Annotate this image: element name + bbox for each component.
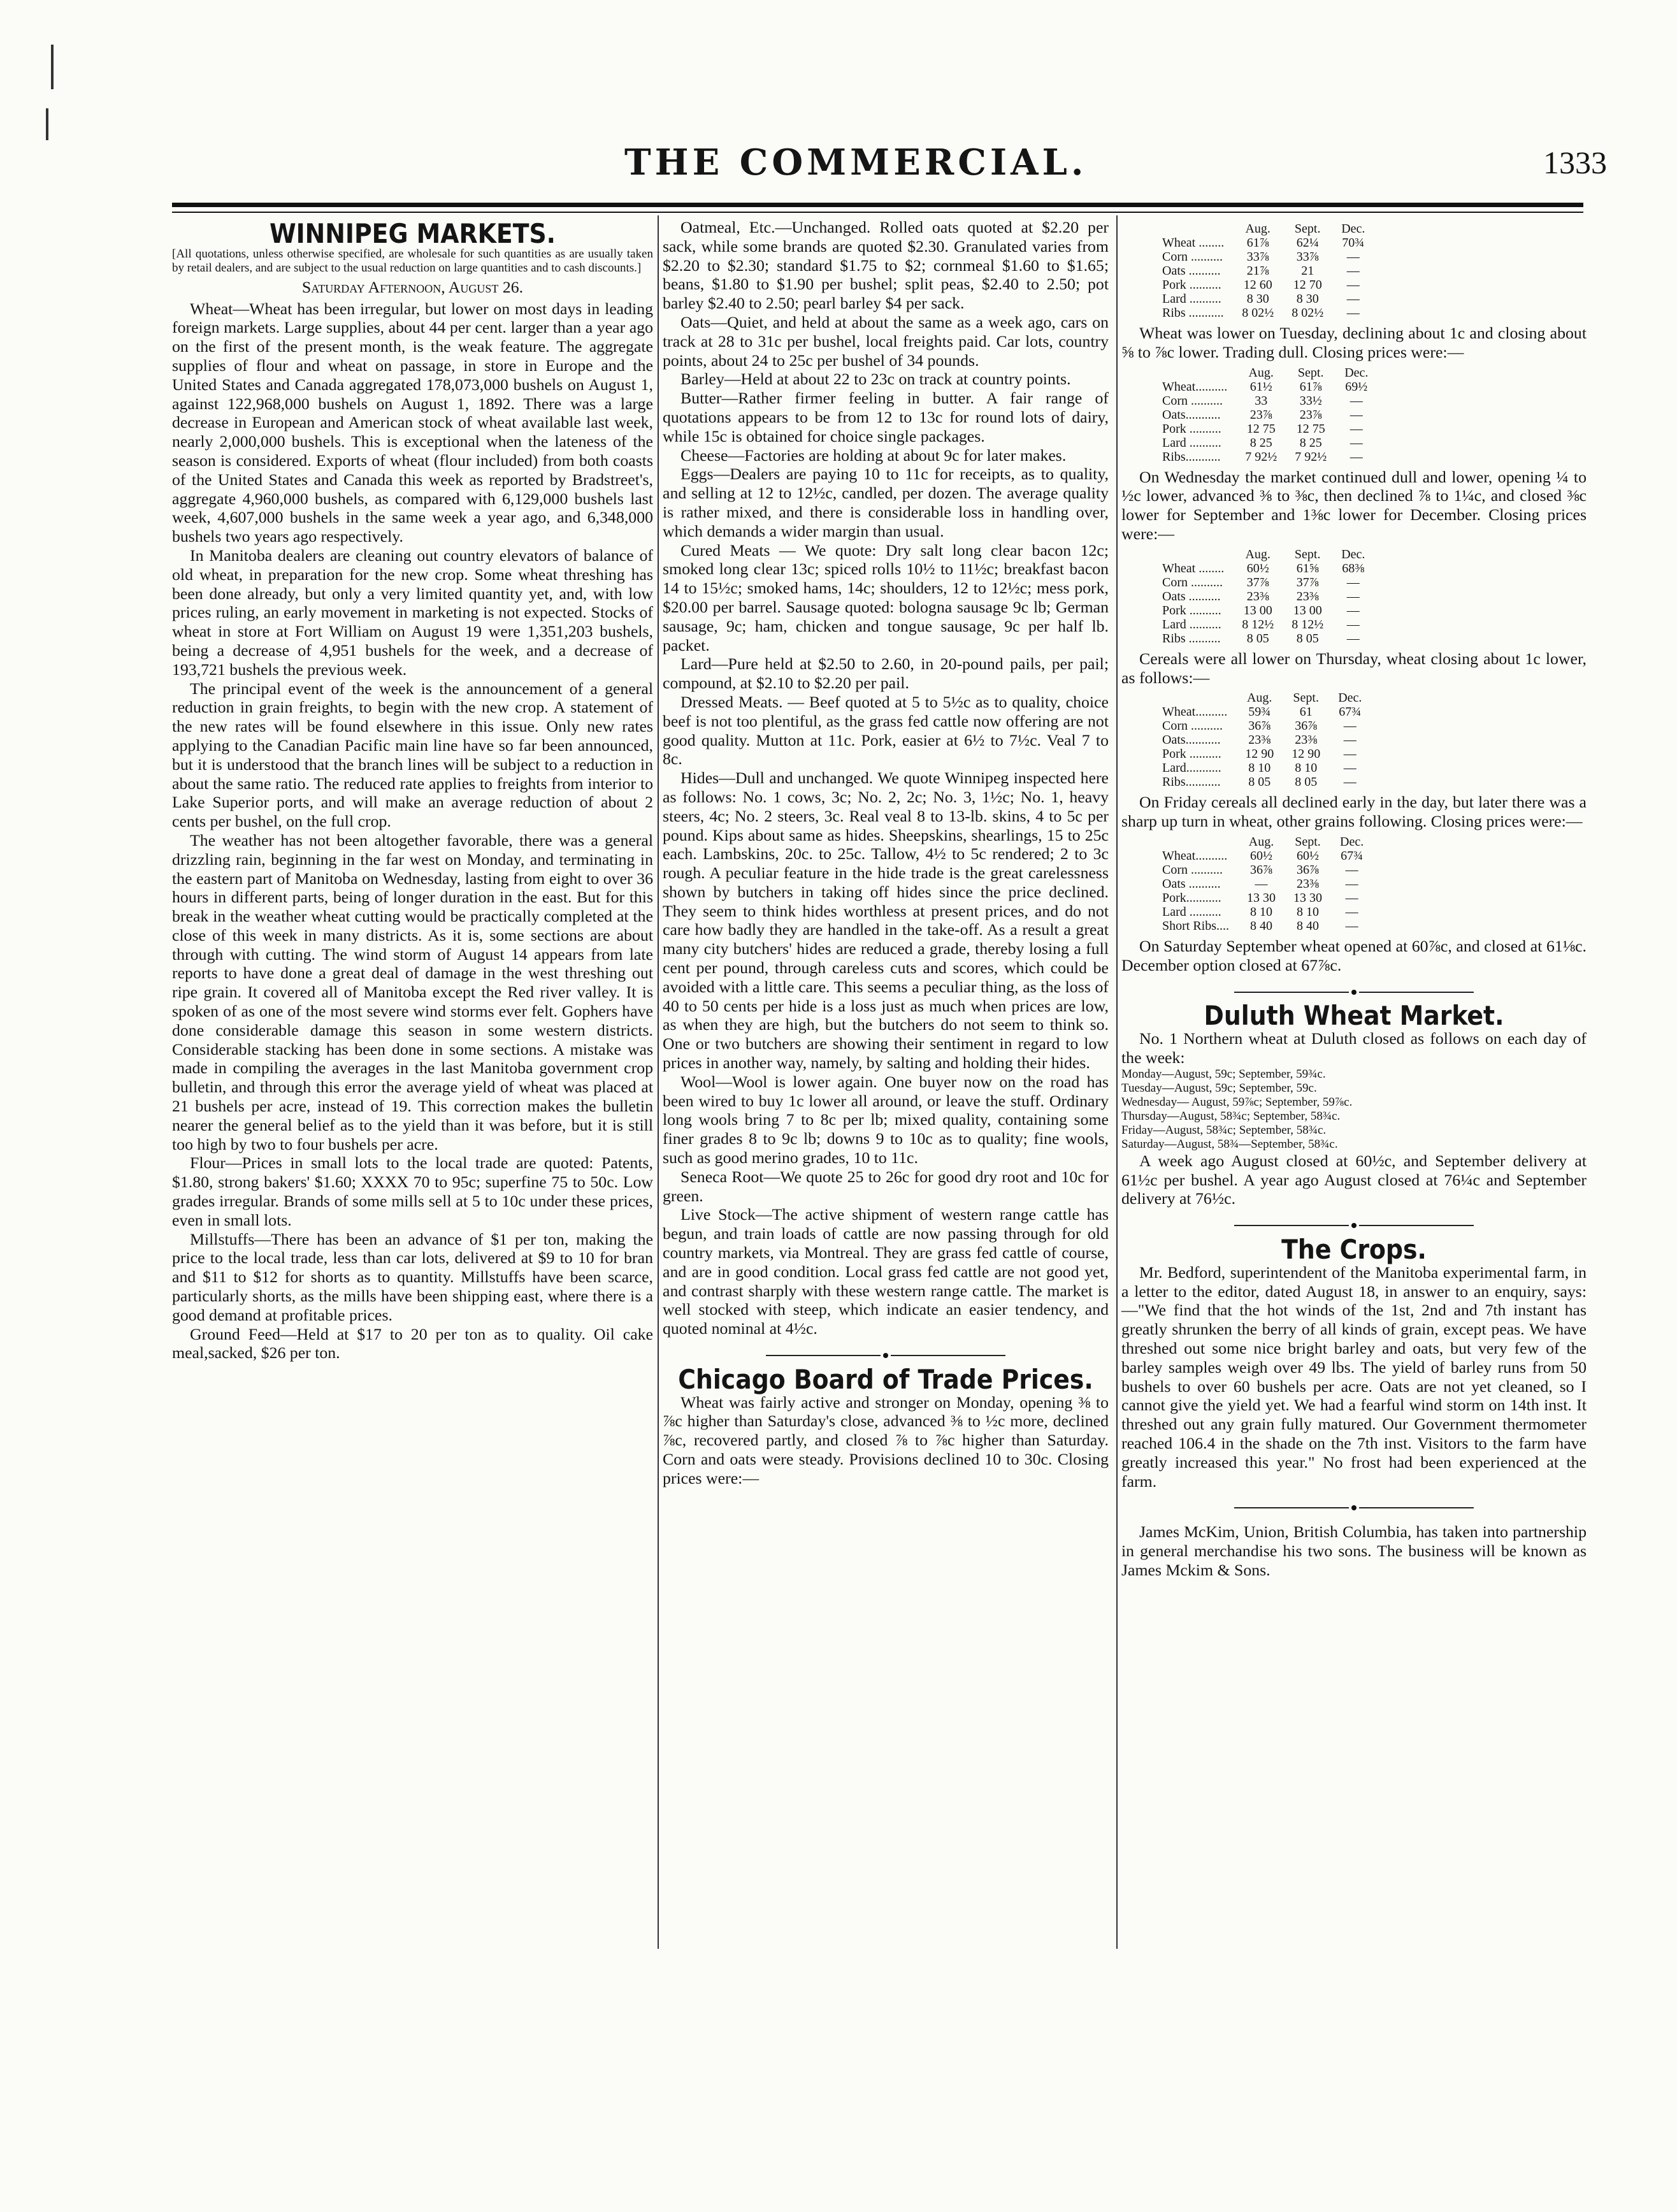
price-table-wednesday [1153, 547, 1374, 646]
commodity-cell: Pork .......... [1162, 278, 1221, 292]
price-cell: 12 75 [1246, 421, 1276, 436]
dateline: Saturday Afternoon, August 26. [301, 277, 524, 296]
price-cell: 8 05 [1295, 775, 1318, 790]
commodity-cell: Oats........... [1162, 733, 1221, 748]
flour-paragraph: Flour—Prices in small lots to the local trade are quoted: Patents, $1.80, strong bakers' $1.60; XXXX 70 to 95c; superfine 75 to 50c. Low grades irregular. Brands of some mills sell at 5 to 10c under these prices, even in small lots. [172, 1153, 653, 1229]
price-cell: 61⅞ [1299, 379, 1322, 394]
price-cell: 68⅜ [1342, 561, 1365, 575]
price-cell: — [1346, 264, 1360, 278]
eggs-paragraph: Eggs—Dealers are paying 10 to 11c for receipts, as to quality, and selling at 12 to 12½c, candled, per dozen. The average quality is rather mixed, and there is considerable loss in handling over, which demands a wider margin than usual. [663, 465, 1109, 540]
table-row [1153, 589, 1374, 604]
quotations-note: [All quotations, unless otherwise specified, are wholesale for such quantities as are usually taken by retail dealers, and are subject to the usual reduction on large quantities and to cash discounts.] [172, 247, 653, 275]
commodity-cell: Oats........... [1162, 407, 1221, 422]
price-table-friday [1153, 835, 1372, 933]
wheat-paragraph: Wheat—Wheat has been irregular, but lower on most days in leading foreign markets. Large supplies, about 44 per cent. larger than a year ago on the first of the present month, is the weak feature. The aggregate supplies of flour and wheat on passage, in store in Europe and the United States and Canada aggregated 178,073,000 bushels on August 1, against 122,968,000 bushels on August 1, 1892. There was a large decrease in European and American stock of wheat available last week, nearly 2,000,000 bushels. This is exceptional when the lateness of the season is considered. Exports of wheat (flour included) from both coasts of the United States and Canada this week as reported by Bradstreet's, aggregate 4,960,000 bushels, as compared with 6,129,000 bushels last week, 4,607,000 bushels in the same week a year ago, and 6,348,000 bushels two years ago respectively. [172, 299, 653, 546]
weather-paragraph: The weather has not been altogether favorable, there was a general drizzling rain, beginning in the far west on Monday, and terminating in the eastern part of Manitoba on Wednesday, lasting from eight to over 36 hours in different parts, being of longer duration in the east. But for this break in the weather wheat cutting would be practically completed at the close of this week in many districts. As it is, some sections are about through with cutting. The wind storm of August 14 appears from late reports to have done a great deal of damage in the west threshing out ripe grain. It covered all of Manitoba except the Red river valley. It is spoken of as one of the most severe wind storms ever felt. Gophers have done considerable damage this season in some western districts. Considerable stacking has been done in some sections. A mistake was made in compiling the averages in the last Manitoba government crop bulletin, and through this error the average yield of wheat was placed at 21 bushels per acre, instead of 19. This correction makes the bulletin nearer the general belief as to the yield than it was before, but it is still too high by two to four bushels per acre. [172, 830, 653, 1153]
price-cell: 70¾ [1342, 236, 1365, 250]
friday-paragraph: On Friday cereals all declined early in the day, but later there was a sharp up turn in wheat, other grains following. Closing prices were:— [1121, 793, 1587, 831]
table-header-row [1153, 547, 1374, 561]
publication-title: THE COMMERCIAL. [624, 141, 1088, 184]
header-rule [172, 203, 1583, 207]
header-rule-thin [172, 212, 1583, 213]
column-middle [663, 218, 1109, 1488]
commodity-cell: Wheat ........ [1162, 561, 1225, 575]
price-cell: — [1346, 631, 1360, 646]
commodity-cell: Wheat ........ [1162, 236, 1225, 250]
commodity-cell: Ribs........... [1162, 449, 1221, 464]
price-cell: 37⅞ [1246, 575, 1269, 589]
seneca-root-paragraph: Seneca Root—We quote 25 to 26c for good dry root and 10c for green. [663, 1167, 1109, 1205]
section-separator [1121, 1497, 1587, 1516]
price-cell: 8 25 [1249, 435, 1272, 450]
price-cell: — [1350, 393, 1363, 408]
price-cell: 21 [1301, 264, 1314, 278]
list-item: Friday—August, 58¾c; September, 58¾c. [1121, 1123, 1327, 1137]
table-row [1153, 719, 1371, 733]
column-divider [1116, 215, 1118, 1949]
table-row [1153, 747, 1371, 761]
column-header [1153, 835, 1238, 849]
price-cell: 8 12½ [1292, 617, 1324, 632]
column-divider [658, 215, 659, 1949]
table-row [1153, 775, 1371, 789]
list-item: Tuesday—August, 59c; September, 59c. [1121, 1081, 1317, 1095]
price-cell: 12 75 [1296, 421, 1325, 436]
column-header: Sept. [1294, 547, 1321, 561]
commodity-cell: Lard .......... [1162, 617, 1221, 632]
column-header: Dec. [1340, 834, 1364, 849]
price-table-tuesday [1153, 366, 1377, 464]
price-cell: — [1346, 575, 1360, 589]
table-row [1153, 292, 1374, 306]
price-cell: 67¾ [1341, 848, 1364, 863]
price-cell: — [1345, 918, 1358, 933]
price-cell: 23⅜ [1296, 589, 1319, 604]
column-header: Dec. [1344, 365, 1369, 380]
table-row [1153, 705, 1371, 719]
price-cell: 8 10 [1295, 761, 1318, 776]
price-cell: — [1345, 862, 1358, 877]
price-cell: — [1343, 719, 1357, 734]
commodity-cell: Corn .......... [1162, 575, 1223, 589]
duluth-summary: A week ago August closed at 60½c, and September delivery at 61½c per bushel. A year ago August closed at 76¼c and September delivery at 76½c. [1121, 1151, 1587, 1208]
commodity-cell: Ribs........... [1162, 775, 1221, 790]
table-row [1153, 733, 1371, 747]
commodity-cell: Lard........... [1162, 761, 1221, 776]
price-cell: 8 02½ [1292, 306, 1324, 320]
price-cell: 37⅞ [1296, 575, 1319, 589]
commodity-cell: Corn .......... [1162, 719, 1223, 734]
ground-feed-paragraph: Ground Feed—Held at $17 to 20 per ton as to quality. Oil cake meal,sacked, $26 per ton. [172, 1324, 653, 1363]
price-cell: 69½ [1345, 379, 1368, 394]
price-cell: 61⅞ [1246, 236, 1269, 250]
table-row [1153, 408, 1377, 422]
price-cell: 60½ [1250, 848, 1273, 863]
column-left [172, 218, 653, 1363]
price-cell: 36⅞ [1250, 862, 1273, 877]
mckim-notice: James McKim, Union, British Columbia, has taken into partnership in general merchandise his two sons. The business will be known as James Mckim & Sons. [1121, 1522, 1587, 1579]
table-header-row [1153, 366, 1377, 380]
table-row [1153, 632, 1374, 646]
table-header-row [1153, 222, 1374, 236]
price-table-thursday [1153, 691, 1371, 789]
price-cell: 8 02½ [1242, 306, 1274, 320]
table-header-row [1153, 691, 1371, 705]
dressed-meats-paragraph: Dressed Meats. — Beef quoted at 5 to 5½c as to quality, choice beef is not too plentiful, as the grass fed cattle now offering are not good quality. Mutton at 11c. Pork, easier at 6½ to 7½c. Veal 7 to 8c. [663, 692, 1109, 769]
manitoba-paragraph: In Manitoba dealers are cleaning out country elevators of balance of old wheat, in preparation for the new crop. Some wheat threshing has been done already, but only a very limited quantity yet, and, with low prices ruling, an early movement in marketing is not expected. Stocks of wheat in store at Fort William on August 19 were 1,351,203 bushels, being a decrease of 4,951 bushels for the week, and a decrease of 193,721 bushels the previous week. [172, 546, 653, 679]
list-item: Thursday—August, 58¾c; September, 58¾c. [1121, 1109, 1341, 1123]
table-row [1153, 264, 1374, 278]
chicago-intro: Wheat was fairly active and stronger on Monday, opening ⅜ to ⅞c higher than Saturday's close, advanced ⅜ to ½c more, declined ⅞c, recovered partly, and closed ⅞ to ⅞c higher than Saturday. Corn and oats were steady. Provisions declined 10 to 30c. Closing prices were:— [663, 1392, 1109, 1487]
commodity-cell: Corn .......... [1162, 250, 1223, 264]
price-cell: 23⅞ [1249, 407, 1272, 422]
price-cell: 12 70 [1293, 278, 1322, 292]
price-cell: — [1343, 761, 1357, 776]
column-header: Aug. [1248, 365, 1274, 380]
table-row [1153, 278, 1374, 292]
price-cell: 13 30 [1247, 890, 1276, 905]
price-cell: 7 92½ [1295, 449, 1327, 464]
price-cell: — [1343, 733, 1357, 748]
price-cell: — [1345, 876, 1358, 891]
commodity-cell: Ribs .......... [1162, 631, 1221, 646]
price-cell: 36⅞ [1248, 719, 1271, 734]
table-row [1153, 575, 1374, 589]
price-cell: 12 60 [1243, 278, 1272, 292]
price-cell: — [1343, 747, 1357, 762]
price-cell: 13 30 [1293, 890, 1323, 905]
oats-paragraph: Oats—Quiet, and held at about the same as a week ago, cars on track at 28 to 31c per bushel, local freights paid. Car lots, country points, about 24 to 25c per bushel of 34 pounds. [663, 312, 1109, 370]
price-cell: 60½ [1246, 561, 1269, 575]
commodity-cell: Pork .......... [1162, 421, 1221, 436]
column-header: Aug. [1246, 691, 1272, 705]
price-cell: 8 05 [1248, 775, 1271, 790]
commodity-cell: Wheat.......... [1162, 705, 1228, 719]
page-number: 1333 [1543, 145, 1607, 180]
price-cell: 61 [1299, 705, 1313, 719]
price-cell: 23⅜ [1248, 733, 1271, 748]
crops-heading: The Crops. [1281, 1233, 1427, 1265]
price-cell: 60½ [1297, 848, 1320, 863]
lard-paragraph: Lard—Pure held at $2.50 to 2.60, in 20-pound pails, per pail; compound, at $2.10 to $2.20 per pail. [663, 654, 1109, 693]
commodity-cell: Oats .......... [1162, 264, 1221, 278]
commodity-cell: Corn .......... [1162, 862, 1223, 877]
column-header [1153, 366, 1236, 380]
price-cell: — [1346, 278, 1360, 292]
crops-paragraph: Mr. Bedford, superintendent of the Manitoba experimental farm, in a letter to the editor, dated August 18, in answer to an enquiry, says:—"We find that the hot winds of the 1st, 2nd and 7th instant has greatly shrunken the berry of all kinds of grain, except peas. We have threshed out some nice bright barley and oats, but very few of the barley samples weigh over 49 lbs. The yield of barley runs from 50 bushels to over 60 bushels per acre. Oats are not yet cleaned, so I cannot give the yield yet. We had a fearful wind storm on 14th inst. It threshed out any grain fully matured. Our Government thermometer reached 106.4 in the shade on the 7th inst. Visitors to the farm have greatly increased this year." No frost had been experienced at the farm. [1121, 1262, 1587, 1491]
price-cell: 21⅞ [1246, 264, 1269, 278]
thursday-paragraph: Cereals were all lower on Thursday, wheat closing about 1c lower, as follows:— [1121, 649, 1587, 687]
table-row [1153, 380, 1377, 394]
table-row [1153, 306, 1374, 320]
column-header: Sept. [1294, 222, 1321, 236]
commodity-cell: Corn .......... [1162, 393, 1223, 408]
section-separator [1121, 981, 1587, 1001]
duluth-days [1121, 1067, 1587, 1152]
table-row [1153, 422, 1377, 436]
duluth-intro: No. 1 Northern wheat at Duluth closed as follows on each day of the week: [1121, 1029, 1587, 1067]
table-row [1153, 436, 1377, 450]
oatmeal-paragraph: Oatmeal, Etc.—Unchanged. Rolled oats quoted at $2.20 per sack, while some brands are quoted $2.30. Granulated varies from $2.20 to $2.30; standard $1.75 to $2; cornmeal $1.60 to $1.65; beans, $1.80 to $1.90 per bushel; split peas, $2.40 to 2.50; pot barley $2.40 to 2.50; pearl barley $4 per sack. [663, 218, 1109, 313]
winnipeg-markets-heading: WINNIPEG MARKETS. [269, 218, 556, 249]
table-row [1153, 919, 1372, 933]
table-row [1153, 604, 1374, 618]
column-header: Aug. [1245, 547, 1270, 561]
table-row [1153, 849, 1372, 863]
price-cell: — [1350, 407, 1363, 422]
price-cell: — [1346, 306, 1360, 320]
price-cell: 62¼ [1296, 236, 1319, 250]
barley-paragraph: Barley—Held at about 22 to 23c on track at country points. [680, 370, 1071, 389]
price-cell: 8 10 [1297, 904, 1320, 919]
tuesday-paragraph: Wheat was lower on Tuesday, declining about 1c and closing about ⅝ to ⅞c lower. Trading dull. Closing prices were:— [1121, 324, 1587, 361]
commodity-cell: Wheat.......... [1162, 848, 1228, 863]
commodity-cell: Oats .......... [1162, 589, 1221, 604]
price-cell: 13 00 [1293, 603, 1322, 618]
table-row [1153, 394, 1377, 408]
price-cell: 8 40 [1297, 918, 1320, 933]
millstuffs-paragraph: Millstuffs—There has been an advance of $1 per ton, making the price to the local trade, less than car lots, delivered at $9 to 10 for bran and $11 to $12 for shorts as to quantity. Millstuffs have been scarce, particularly shorts, as the mills have been shipping east, where there is a good demand at profitable prices. [172, 1229, 653, 1324]
price-cell: — [1345, 890, 1358, 905]
list-item: Saturday—August, 58¾—September, 58¾c. [1121, 1137, 1338, 1151]
table-row [1153, 450, 1377, 464]
table-header-row [1153, 835, 1372, 849]
price-cell: 33⅞ [1246, 250, 1269, 264]
price-cell: — [1346, 617, 1360, 632]
price-cell: 23⅜ [1246, 589, 1269, 604]
column-right [1121, 218, 1587, 1579]
cheese-paragraph: Cheese—Factories are holding at about 9c for later makes. [680, 445, 1067, 465]
table-row [1153, 905, 1372, 919]
price-cell: 8 25 [1299, 435, 1322, 450]
column-header: Sept. [1295, 834, 1321, 849]
butter-paragraph: Butter—Rather firmer feeling in butter. A fair range of quotations appears to be from 12 to 13c for round lots of dairy, while 15c is obtained for choice single packages. [663, 389, 1109, 445]
price-cell: 61½ [1249, 379, 1272, 394]
table-row [1153, 618, 1374, 632]
column-header: Sept. [1293, 691, 1319, 705]
price-cell: — [1346, 603, 1360, 618]
commodity-cell: Pork........... [1162, 890, 1221, 905]
price-cell: 12 90 [1292, 747, 1321, 762]
column-header: Sept. [1297, 365, 1324, 380]
saturday-paragraph: On Saturday September wheat opened at 60⅞c, and closed at 61⅛c. December option closed at 67⅞c. [1121, 936, 1587, 974]
price-cell: — [1346, 292, 1360, 306]
price-cell: — [1350, 421, 1363, 436]
price-cell: — [1343, 775, 1357, 790]
table-row [1153, 891, 1372, 905]
price-cell: 33½ [1299, 393, 1322, 408]
price-cell: 8 30 [1296, 292, 1319, 306]
commodity-cell: Ribs ........... [1162, 306, 1224, 320]
cured-meats-paragraph: Cured Meats — We quote: Dry salt long clear bacon 12c; smoked long clear 13c; spiced rolls 10½ to 11½c; breakfast bacon 14 to 15½c; smoked hams, 14c; shoulders, 12 to 12½c; mess pork, $20.00 per barrel. Sausage quoted: bologna sausage 9c lb; German sausage, 9c; ham, chicken and tongue sausage, 9c per half lb. packet. [663, 540, 1109, 654]
hides-paragraph: Hides—Dull and unchanged. We quote Winnipeg inspected here as follows: No. 1 cows, 3c; No. 2, 2c; No. 3, 1½c; No. 1, heavy steers, 4c; No. 2 steers, 3c. Real veal 8 to 13-lb. skins, 4 to 5c per pound. Kips about same as hides. Sheepskins, shearlings, 15 to 25c each. Lambskins, 20c. to 25c. Tallow, 4½ to 5c rendered; 2 to 3c rough. A peculiar feature in the hide trade is the great carelessness shown by butchers in taking off hides since the price declined. They seem to think hides worthless at present prices, and do not care how badly they are handled in the take-off. As a result a great many city butchers' hides are reduced a grade, thereby losing a full cent per pound, through careless cuts and scores, which could be avoided with a little care. This seems a peculiar thing, as the loss of 40 to 50 cents per hide is a loss just as much when prices are low, as when they are high, but the butchers do not seem to think so. One or two butchers are showing their sentiment in regard to low prices in another way, namely, by salting and holding their hides. [663, 769, 1109, 1073]
table-row [1153, 250, 1374, 264]
price-cell: 67¾ [1339, 705, 1362, 719]
wednesday-paragraph: On Wednesday the market continued dull and lower, opening ¼ to ½c lower, advanced ⅜ to ⅜c, then declined ⅞ to 1¼c, and closed ⅜c lower for September and 1⅜c lower for December. Closing prices were:— [1121, 467, 1587, 543]
price-cell: 8 05 [1246, 631, 1269, 646]
column-header: Aug. [1245, 222, 1270, 236]
wool-paragraph: Wool—Wool is lower again. One buyer now on the road has been wired to buy 1c lower all around, or leave the stuff. Ordinary long wools bring 7 to 8c per lb; mixed quality, containing some finer grades 8 to 9c lb; downs 9 to 10c as to quality; fine wools, such as good merino grades, 10 to 11c. [663, 1072, 1109, 1167]
column-header: Dec. [1341, 547, 1365, 561]
commodity-cell: Short Ribs.... [1162, 918, 1230, 933]
commodity-cell: Wheat.......... [1162, 379, 1228, 394]
price-cell: — [1350, 449, 1363, 464]
price-cell: 8 40 [1250, 918, 1273, 933]
price-cell: 36⅞ [1295, 719, 1318, 734]
duluth-heading: Duluth Wheat Market. [1204, 1000, 1504, 1032]
price-cell: 7 92½ [1245, 449, 1278, 464]
table-row [1153, 761, 1371, 775]
price-cell: — [1350, 435, 1363, 450]
price-table-monday [1153, 222, 1374, 320]
live-stock-paragraph: Live Stock—The active shipment of western range cattle has begun, and train loads of cattle are now passing through for old country markets, via Montreal. They are grass fed cattle of course, and are in good condition. Local grass fed cattle are not good yet, and contrast sharply with these western range cattle. The market is well stocked with steep, which indicate an easier tendency, and quoted nominal at 4½c. [663, 1205, 1109, 1338]
price-cell: 13 00 [1243, 603, 1272, 618]
column-header: Dec. [1338, 691, 1362, 705]
price-cell: 23⅜ [1297, 876, 1320, 891]
commodity-cell: Lard .......... [1162, 904, 1221, 919]
price-cell: 12 90 [1245, 747, 1274, 762]
price-cell: 59¾ [1248, 705, 1271, 719]
price-cell: 36⅞ [1297, 862, 1320, 877]
list-item: Monday—August, 59c; September, 59¾c. [1121, 1067, 1326, 1081]
column-header [1153, 222, 1233, 236]
table-row [1153, 236, 1374, 250]
list-item: Wednesday— August, 59⅞c; September, 59⅞c. [1121, 1095, 1353, 1109]
commodity-cell: Lard .......... [1162, 292, 1221, 306]
price-cell: 8 30 [1246, 292, 1269, 306]
price-cell: — [1255, 876, 1268, 891]
commodity-cell: Pork .......... [1162, 603, 1221, 618]
price-cell: 8 05 [1296, 631, 1319, 646]
commodity-cell: Oats .......... [1162, 876, 1221, 891]
price-cell: 33⅞ [1296, 250, 1319, 264]
freights-paragraph: The principal event of the week is the announcement of a general reduction in grain freights, to begin with the new crop. A statement of the new rates will be found elsewhere in this issue. Only new rates applying to the Canadian Pacific main line have so far been announced, but it is understood that the branch lines will be subject to a reduction in about the same ratio. The reduced rate applies to freights from interior to Lake Superior ports, and will make an average reduction of about 2 cents per bushel, on the full crop. [172, 679, 653, 831]
price-cell: 33 [1255, 393, 1268, 408]
column-header: Aug. [1248, 834, 1274, 849]
price-cell: 8 10 [1250, 904, 1273, 919]
price-cell: 8 10 [1248, 761, 1271, 776]
commodity-cell: Lard .......... [1162, 435, 1221, 450]
column-header [1153, 547, 1233, 561]
price-cell: 23⅞ [1299, 407, 1322, 422]
section-separator [1121, 1215, 1587, 1234]
table-row [1153, 877, 1372, 891]
column-header: Dec. [1341, 222, 1365, 236]
commodity-cell: Pork .......... [1162, 747, 1221, 762]
table-row [1153, 863, 1372, 877]
masthead [0, 141, 1677, 192]
price-cell: — [1346, 250, 1360, 264]
table-row [1153, 561, 1374, 575]
price-cell: — [1346, 589, 1360, 604]
price-cell: 8 12½ [1242, 617, 1274, 632]
price-cell: 61⅝ [1296, 561, 1319, 575]
price-cell: — [1345, 904, 1358, 919]
price-cell: 23⅜ [1295, 733, 1318, 748]
chicago-heading: Chicago Board of Trade Prices. [678, 1363, 1093, 1395]
section-separator [663, 1345, 1109, 1364]
column-header [1153, 691, 1236, 705]
